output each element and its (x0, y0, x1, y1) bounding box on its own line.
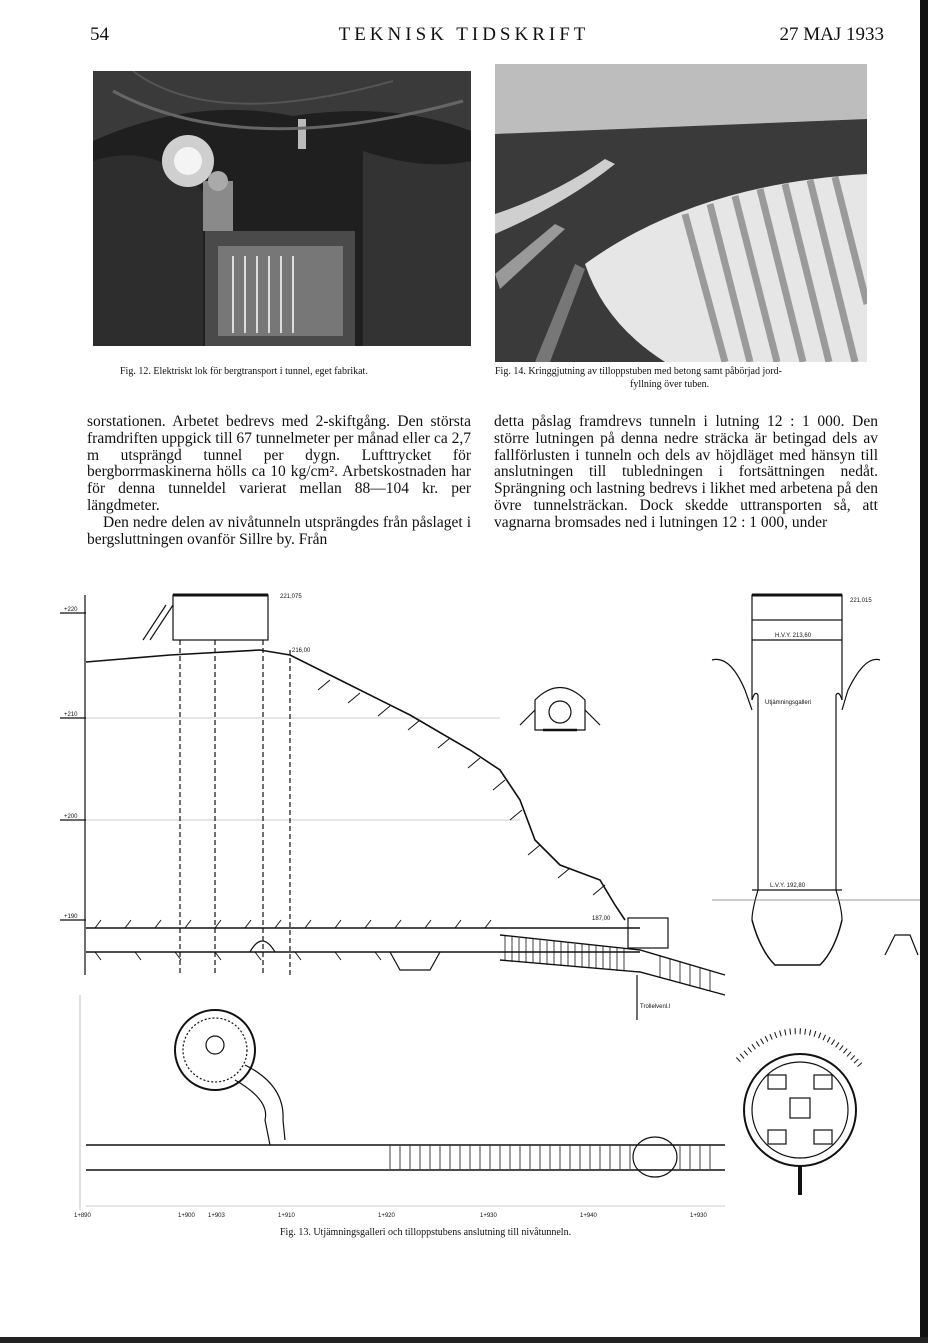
right-paragraph-1: detta påslag framdrevs tunneln i lutning 12 : 1 000. Den större lutningen på denna nedre sträcka är betingad dels av fallförlusten i tunneln och dels av höjdläget med hänsyn till anslutningen till tubledningen i fortsättningen nedåt. Sprängning och lastning bedrevs i likhet med arbetena på den övre tunnelsträckan. Dock skedde uttransporten så, att vagnarna bromsades ned i lutningen 12 : 1 000, under (494, 413, 878, 531)
hvy-label: H.V.Y. 213,60 (775, 633, 812, 639)
fig14-photo (495, 64, 867, 362)
chainage-1920: 1+920 (378, 1213, 395, 1219)
fig12-photo (93, 71, 471, 346)
lvy-label: L.V.Y. 192,80 (770, 883, 806, 889)
tunnel-section-icon (535, 688, 585, 731)
chainage-1900: 1+900 (178, 1213, 195, 1219)
shaft-building (173, 595, 268, 640)
elev-label-220: +220 (64, 607, 78, 613)
journal-title: TEKNISK TIDSKRIFT (338, 24, 590, 45)
fig13-drawing (0, 580, 928, 1220)
gallery-top-label: 221,015 (850, 598, 872, 604)
left-column (87, 414, 471, 548)
elev-label-190: +190 (64, 914, 78, 920)
scan-edge-bottom (0, 1337, 928, 1343)
left-paragraph-1: sorstationen. Arbetet bedrevs med 2-skiftgång. Den största framdriften uppgick till 67 tunnelmeter per månad eller ca 2,7 m utsprängd tunnel per dygn. Lufttrycket för bergborrmaskinerna hölls ca 10 kg/cm². Arbetskostnaden har för denna tunneldel varierat mellan 88—104 kr. per längdmeter. (87, 413, 471, 514)
elev-label-200: +200 (64, 814, 78, 820)
scan-edge-right (920, 0, 928, 1343)
issue-date: 27 MAJ 1933 (779, 24, 884, 45)
page-number: 54 (90, 24, 109, 45)
level-mid-label: 216,00 (292, 648, 311, 654)
chainage-1910: 1+910 (278, 1213, 295, 1219)
gallery-top (752, 595, 842, 620)
gallery-name-label: Utjämningsgalleri (765, 700, 812, 706)
fig13-caption: Fig. 13. Utjämningsgalleri och tilloppstubens anslutning till nivåtunneln. (280, 1227, 572, 1238)
elev-label-210: +210 (64, 712, 78, 718)
chainage-1890: 1+890 (74, 1213, 91, 1219)
level-top-label: 221,075 (280, 594, 302, 600)
chainage-1930b: 1+930 (690, 1213, 707, 1219)
fig14-caption-line2: fyllning över tuben. (630, 379, 710, 390)
chainage-1903: 1+903 (208, 1213, 225, 1219)
right-column (494, 414, 878, 532)
fig14-tube-image (495, 64, 867, 362)
fig12-caption: Fig. 12. Elektriskt lok för bergtransport i tunnel, eget fabrikat. (120, 366, 368, 377)
chainage-1930: 1+930 (480, 1213, 497, 1219)
trollelven-label: Trollelvenl.l (640, 1004, 671, 1010)
left-paragraph-2: Den nedre delen av nivåtunneln utsprängdes från påslaget i bergsluttningen ovanför Sillre by. Från (87, 513, 471, 548)
gallery-plan-circle (175, 1010, 255, 1090)
chainage-1940: 1+940 (580, 1213, 597, 1219)
gallery-round-plan (744, 1054, 856, 1166)
level-tunnel-label: 187,00 (592, 916, 611, 922)
rock-profile (86, 650, 625, 920)
fig12-locomotive-image (93, 71, 471, 346)
fig14-caption-line1: Fig. 14. Kringgjutning av tilloppstuben med betong samt påbörjad jord- (495, 366, 782, 377)
